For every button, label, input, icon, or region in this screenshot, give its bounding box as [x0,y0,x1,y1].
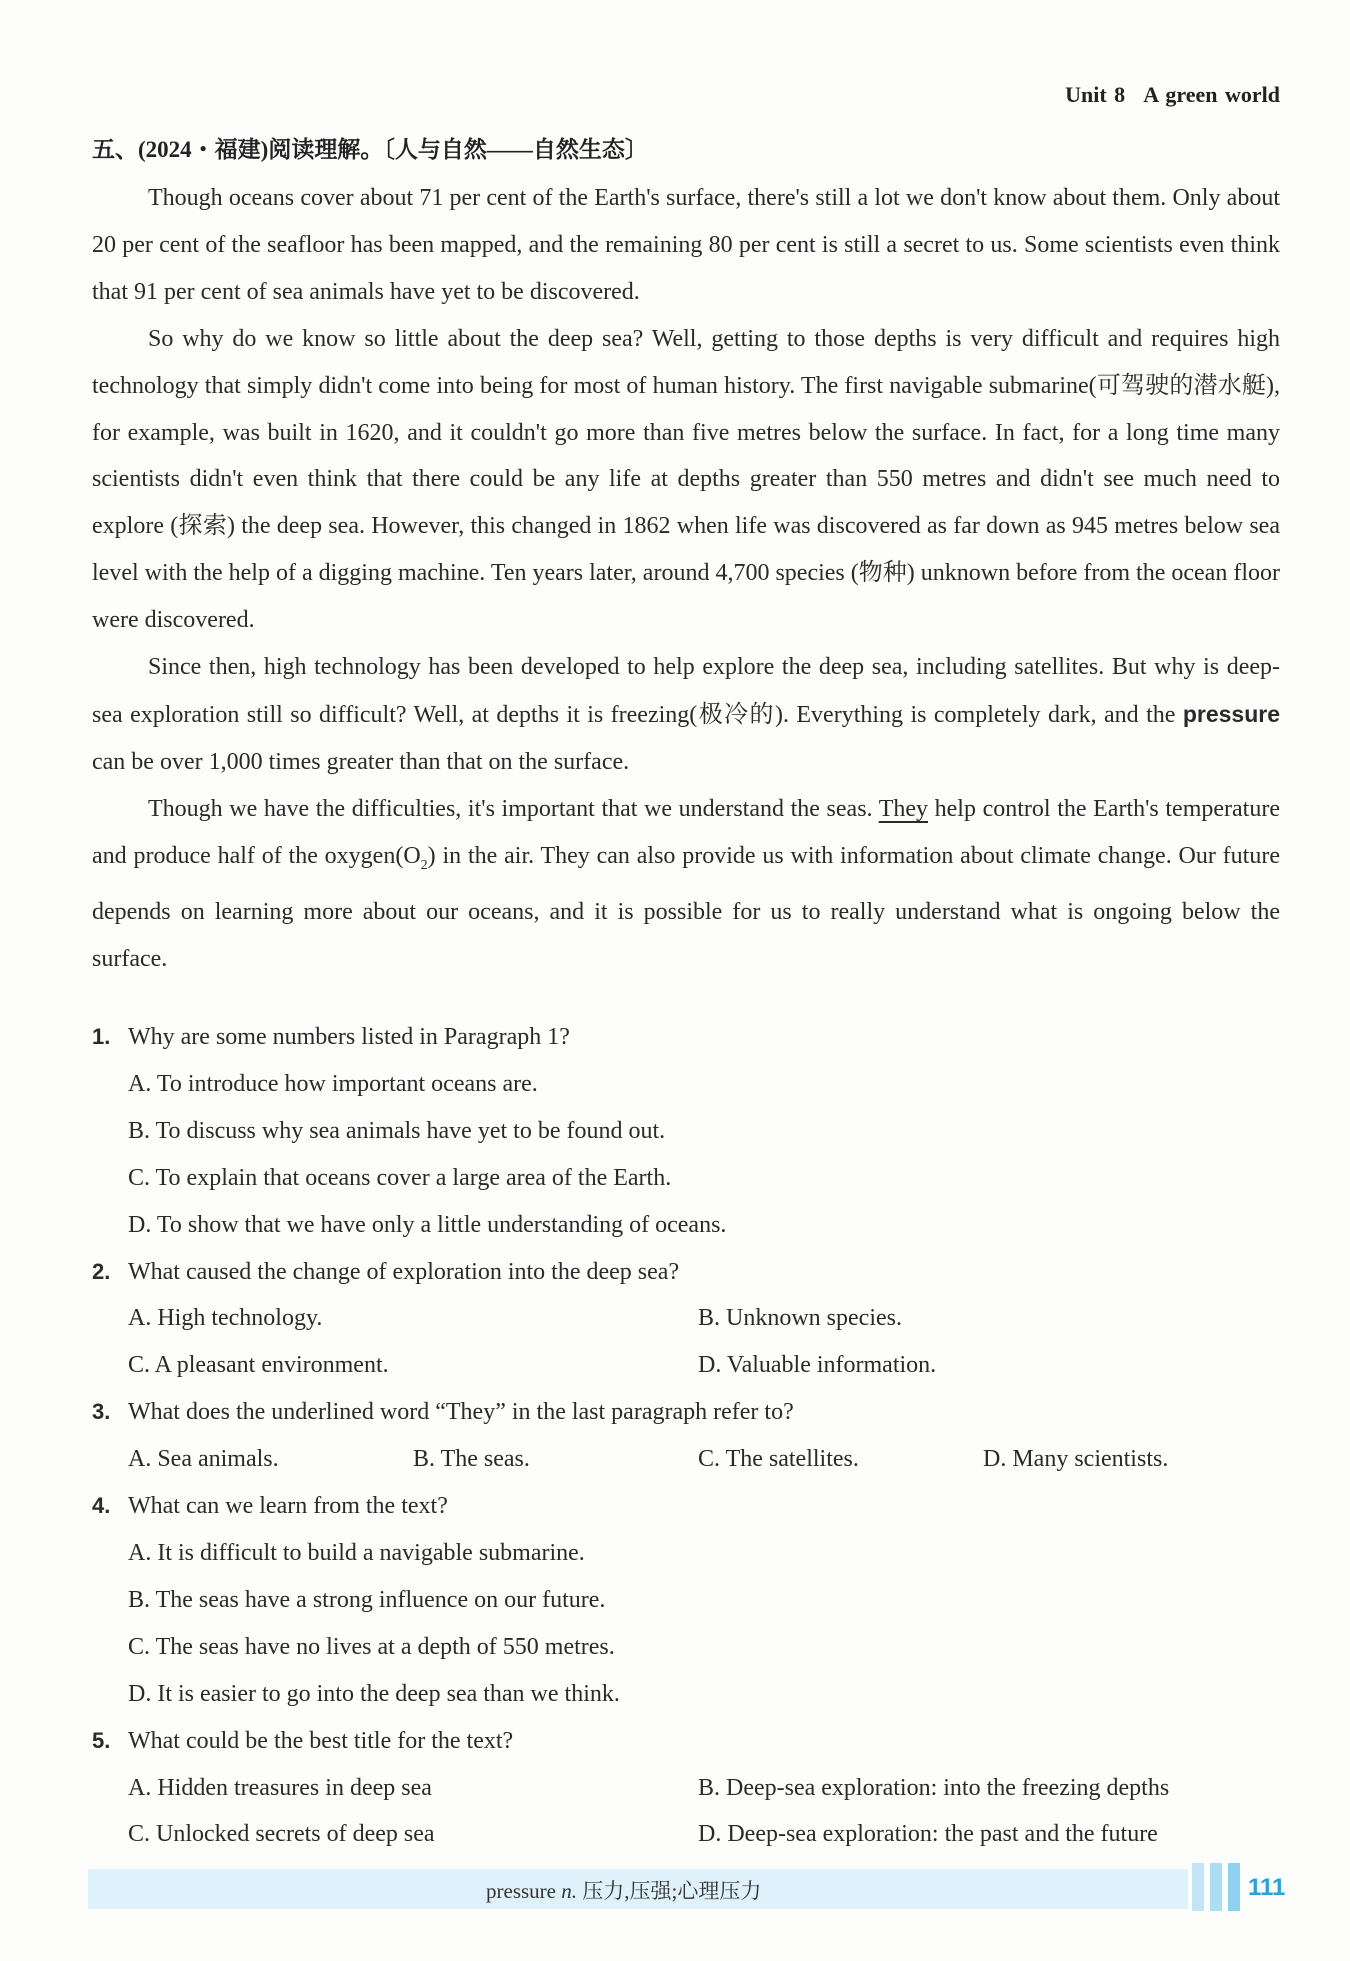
page-number: 111 [1248,1874,1286,1901]
question-stem: What does the underlined word “They” in the last paragraph refer to? [128,1399,794,1426]
footer-deco-stripe [1228,1863,1240,1911]
option: B. Deep-sea exploration: into the freezing depths [698,1774,1170,1801]
option-row [92,1765,1280,1812]
keyword-pressure: pressure [1182,700,1280,727]
question-1 [92,1014,1280,1061]
reading-passage [92,175,1280,983]
option: A. Hidden treasures in deep sea [128,1774,432,1801]
footer-deco-stripe [1210,1863,1222,1911]
option: D. Deep-sea exploration: the past and the future [698,1821,1158,1848]
question-3 [92,1389,1280,1436]
paragraph-4-text-a: Though we have the difficulties, it's important that we understand the seas. [148,795,879,822]
option: C. The satellites. [698,1446,859,1473]
paragraph-3 [92,644,1280,786]
question-stem: What caused the change of exploration into the deep sea? [128,1258,680,1285]
oxygen-subscript: 2 [420,857,428,873]
vocab-word: pressure [486,1879,556,1903]
option: B. The seas. [413,1446,530,1473]
option: D. Valuable information. [698,1352,937,1379]
footer-deco-stripe [1192,1863,1204,1911]
option: A. High technology. [128,1305,323,1332]
unit-number: Unit 8 [1065,82,1126,107]
question-number: 1. [92,1024,111,1049]
question-stem: What could be the best title for the text? [128,1727,514,1754]
option: D. To show that we have only a little understanding of oceans. [128,1211,727,1238]
paragraph-4-text-b: help control the Earth's temperature and produce half of the oxygen(O [92,795,1280,869]
footer-vocab-note [486,1875,761,1905]
option: C. A pleasant environment. [128,1352,389,1379]
option: B. Unknown species. [698,1305,902,1332]
option: A. To introduce how important oceans are. [128,1070,538,1097]
question-stem: What can we learn from the text? [128,1493,448,1520]
option: B. The seas have a strong influence on our future. [128,1586,606,1613]
option: A. Sea animals. [128,1446,279,1473]
question-stem: Why are some numbers listed in Paragraph 1? [128,1024,570,1050]
option: B. To discuss why sea animals have yet to be found out. [128,1117,666,1144]
paragraph-4 [92,786,1280,983]
question-number: 4. [92,1493,111,1519]
vocab-part-of-speech: n. [561,1879,577,1903]
paragraph-4-text-c: ) in the air. They can also provide us with information about climate change. Our future depends on learning more about our oceans, and it is possible for us to really understand what is ongoing below the surface. [92,842,1280,973]
option: C. The seas have no lives at a depth of 550 metres. [128,1633,615,1660]
option-row [92,1436,1280,1483]
option-row [92,1811,1280,1858]
option-row [92,1342,1280,1389]
option: C. Unlocked secrets of deep sea [128,1821,435,1848]
question-2 [92,1249,1280,1296]
option: D. It is easier to go into the deep sea than we think. [128,1680,620,1707]
question-number: 2. [92,1258,111,1284]
paragraph-1: Though oceans cover about 71 per cent of the Earth's surface, there's still a lot we don't know about them. Only about 20 per cent of the seafloor has been mapped, and the remaining 80 per cent is still a secret to us. Some scientists even think that 91 per cent of sea animals have yet to be discovered. [92,185,1280,305]
question-number: 5. [92,1727,111,1753]
option-row [92,1295,1280,1342]
unit-header [1065,82,1280,108]
unit-title: A green world [1143,82,1280,107]
paragraph-3-text-a: Since then, high technology has been developed to help explore the deep sea, including satellites. But why is deep-sea exploration still so difficult? Well, at depths it is freezing(极冷的). Everything is completely dark, and the [92,654,1280,728]
paragraph-2: So why do we know so little about the deep sea? Well, getting to those depths is very difficult and requires high technology that simply didn't come into being for most of human history. The first navigable submarine(可驾驶的潜水艇), for example, was built in 1620, and it couldn't go more than five metres below the surface. In fact, for a long time many scientists didn't even think that there could be any life at depths greater than 550 metres and didn't see much need to explore (探索) the deep sea. However, this changed in 1862 when life was discovered as far down as 945 metres below sea level with the help of a digging machine. Ten years later, around 4,700 species (物种) unknown before from the ocean floor were discovered. [92,325,1280,634]
vocab-meaning: 压力,压强;心理压力 [582,1879,762,1903]
question-number: 3. [92,1399,111,1425]
option: A. It is difficult to build a navigable submarine. [128,1539,585,1566]
section-title: 五、(2024・福建)阅读理解。〔人与自然——自然生态〕 [92,137,648,162]
option: D. Many scientists. [983,1446,1169,1473]
option: C. To explain that oceans cover a large area of the Earth. [128,1164,672,1191]
question-4 [92,1483,1280,1530]
question-5 [92,1718,1280,1765]
underlined-word-they: They [878,795,929,822]
question-list [92,1014,1280,1858]
paragraph-3-text-b: can be over 1,000 times greater than that on the surface. [92,748,630,775]
